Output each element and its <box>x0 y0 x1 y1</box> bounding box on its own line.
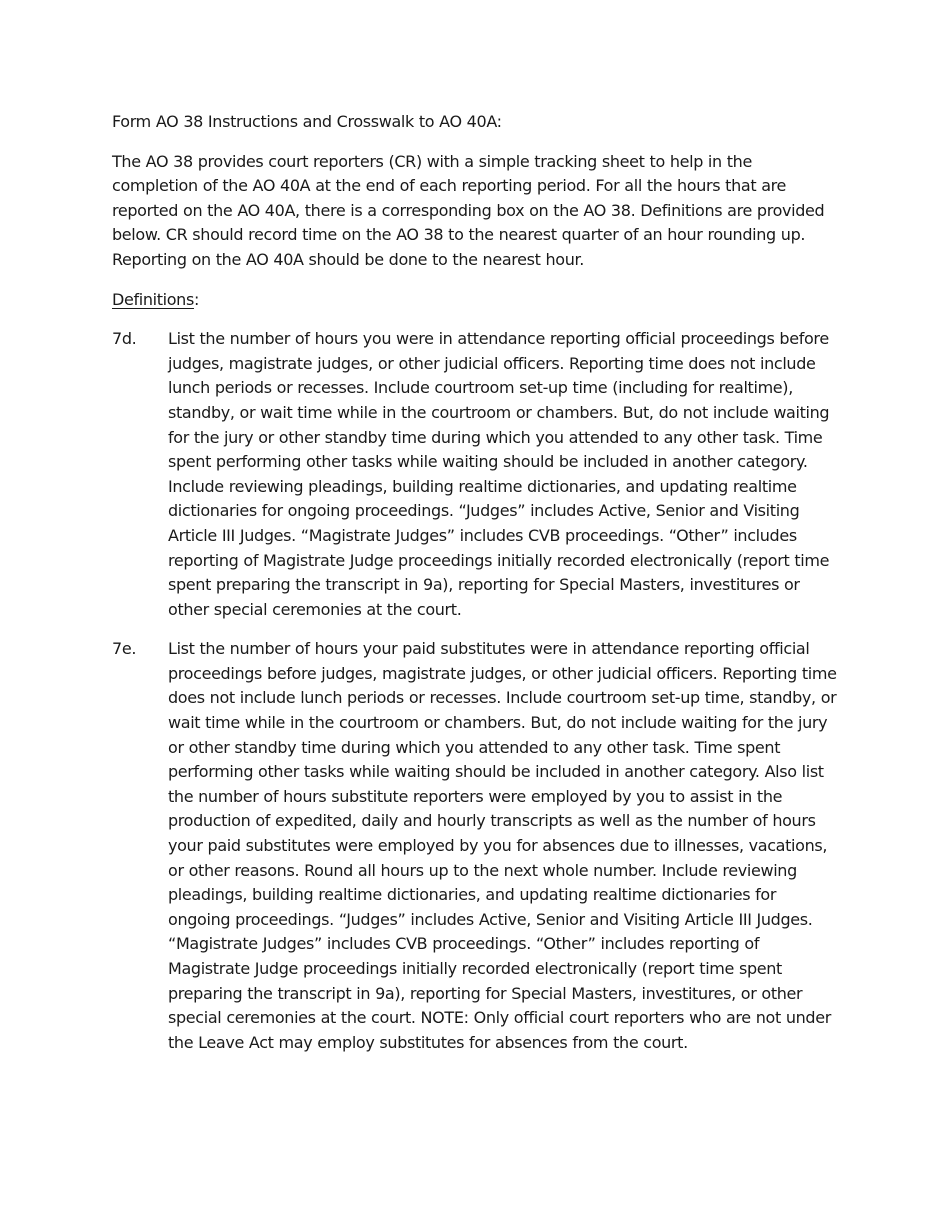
definitions-heading-label: Definitions <box>112 289 194 309</box>
definition-item-7e <box>112 637 840 1055</box>
definitions-heading <box>112 288 840 313</box>
definition-item-7d <box>112 327 840 622</box>
definition-text: List the number of hours your paid substitutes were in attendance reporting official proceedings before judges, magistrate judges, or other judicial officers. Reporting time does not include lunch periods or recesses. Include courtroom set-up time, standby, or wait time while in the courtroom or chambers. But, do not include waiting for the jury or other standby time during which you attended to any other task. Time spent performing other tasks while waiting should be included in another category. Also list the number of hours substitute reporters were employed by you to assist in the production of expedited, daily and hourly transcripts as well as the number of hours your paid substitutes were employed by you for absences due to illnesses, vacations, or other reasons. Round all hours up to the next whole number. Include reviewing pleadings, building realtime dictionaries, and updating realtime dictionaries for ongoing proceedings. “Judges” includes Active, Senior and Visiting Article III Judges. “Magistrate Judges” includes CVB proceedings. “Other” includes reporting of Magistrate Judge proceedings initially recorded electronically (report time spent preparing the transcript in 9a), reporting for Special Masters, investitures, or other special ceremonies at the court. NOTE: Only official court reporters who are not under the Leave Act may employ substitutes for absences from the court. <box>168 639 837 1052</box>
definitions-heading-colon: : <box>193 289 200 309</box>
definition-number: 7e. <box>112 639 137 659</box>
document-page <box>112 110 840 1070</box>
definition-number: 7d. <box>112 329 137 349</box>
document-title: Form AO 38 Instructions and Crosswalk to AO 40A: <box>112 112 502 131</box>
intro-paragraph: The AO 38 provides court reporters (CR) with a simple tracking sheet to help in the completion of the AO 40A at the end of each reporting period. For all the hours that are reported on the AO 40A, there is a corresponding box on the AO 38. Definitions are provided below. CR should record time on the AO 38 to the nearest quarter of an hour rounding up. Reporting on the AO 40A should be done to the nearest hour. <box>112 151 825 269</box>
definition-text: List the number of hours you were in attendance reporting official proceedings before judges, magistrate judges, or other judicial officers. Reporting time does not include lunch periods or recesses. Include courtroom set-up time (including for realtime), standby, or wait time while in the courtroom or chambers. But, do not include waiting for the jury or other standby time during which you attended to any other task. Time spent performing other tasks while waiting should be included in another category. Include reviewing pleadings, building realtime dictionaries, and updating realtime dictionaries for ongoing proceedings. “Judges” includes Active, Senior and Visiting Article III Judges. “Magistrate Judges” includes CVB proceedings. “Other” includes reporting of Magistrate Judge proceedings initially recorded electronically (report time spent preparing the transcript in 9a), reporting for Special Masters, investitures or other special ceremonies at the court. <box>168 329 830 619</box>
